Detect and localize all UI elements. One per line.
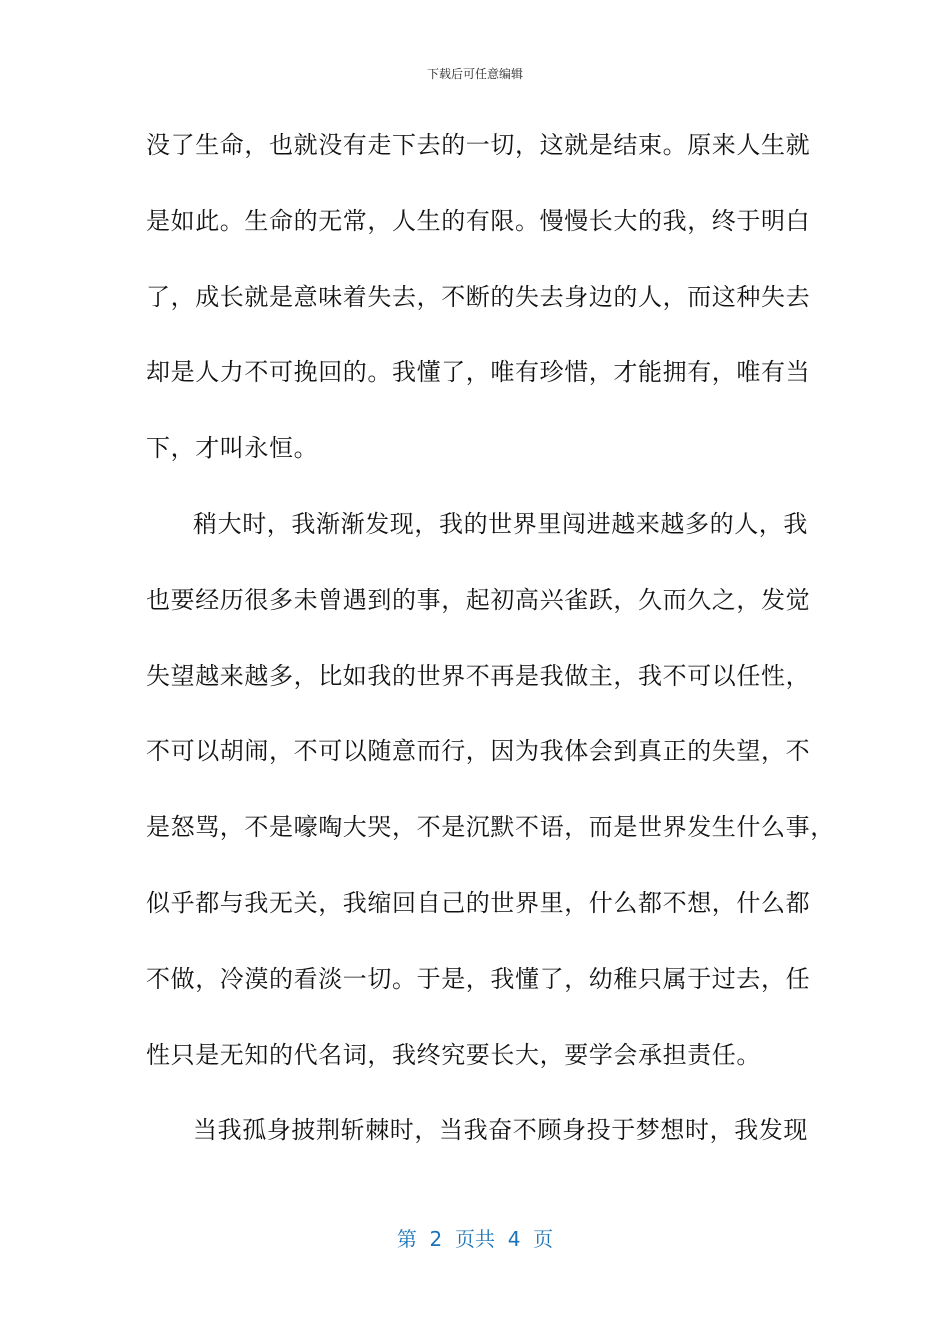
text-line-13: 性只是无知的代名词，我终究要长大，要学会承担责任。	[146, 1040, 761, 1069]
text-line-8: 失望越来越多，比如我的世界不再是我做主，我不可以任性，	[146, 661, 811, 690]
text-line-1: 没了生命，也就没有走下去的一切，这就是结束。原来人生就	[146, 131, 811, 159]
text-line-7: 也要经历很多未曾遇到的事，起初高兴雀跃，久而久之，发觉	[146, 585, 811, 614]
text-line-10: 是怒骂，不是嚎啕大哭，不是沉默不语，而是世界发生什么事，	[146, 813, 835, 842]
text-line-2: 是如此。生命的无常，人生的有限。慢慢长大的我，终于明白	[146, 206, 811, 235]
text-line-5: 下，才叫永恒。	[146, 434, 319, 463]
text-line-4: 却是人力不可挽回的。我懂了，唯有珍惜，才能拥有，唯有当	[146, 358, 811, 387]
text-line-12: 不做，冷漠的看淡一切。于是，我懂了，幼稚只属于过去，任	[146, 964, 811, 993]
text-line-11: 似乎都与我无关，我缩回自己的世界里，什么都不想，什么都	[146, 888, 811, 917]
page-header: 下载后可任意编辑	[426, 67, 523, 81]
text-line-6: 稍大时，我渐渐发现，我的世界里闯进越来越多的人，我	[193, 509, 808, 538]
text-line-3: 了，成长就是意味着失去，不断的失去身边的人，而这种失去	[146, 282, 811, 311]
document-body	[146, 120, 835, 1181]
text-line-14: 当我孤身披荆斩棘时，当我奋不顾身投于梦想时，我发现	[193, 1116, 808, 1145]
page-number-footer: 第 2 页共 4 页	[396, 1227, 554, 1251]
text-line-9: 不可以胡闹，不可以随意而行，因为我体会到真正的失望，不	[146, 737, 811, 766]
